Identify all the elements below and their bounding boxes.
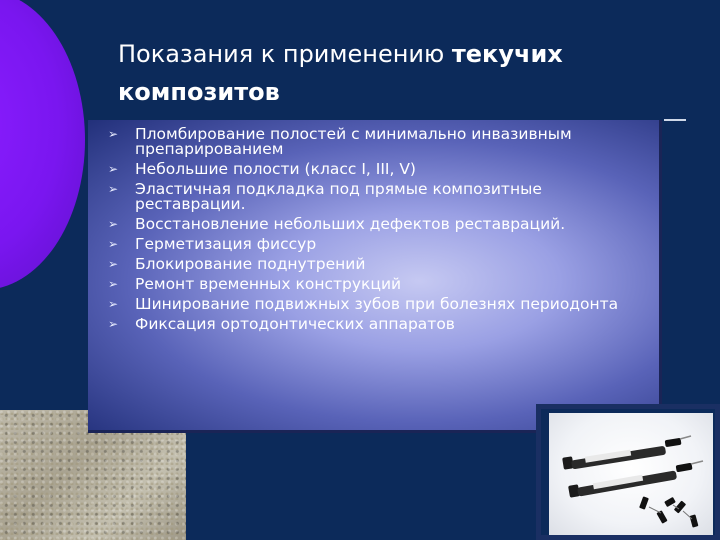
arrowhead-bullet-icon: ➢ <box>108 217 119 231</box>
list-item-text: Герметизация фиссур <box>135 235 317 253</box>
slide-title <box>118 35 678 111</box>
decorative-purple-circle <box>0 0 85 290</box>
syringe-tips <box>639 496 698 527</box>
list-item <box>108 237 653 252</box>
list-item <box>108 277 653 292</box>
list-item-text: Блокирование поднутрений <box>135 255 366 273</box>
arrowhead-bullet-icon: ➢ <box>108 182 119 196</box>
arrowhead-bullet-icon: ➢ <box>108 277 119 291</box>
list-item <box>108 317 653 332</box>
list-item <box>108 257 653 272</box>
syringes-illustration <box>549 413 713 535</box>
arrowhead-bullet-icon: ➢ <box>108 127 119 141</box>
syringes-photo <box>536 404 720 540</box>
upper-syringe <box>562 436 691 470</box>
list-item-text: Фиксация ортодонтических аппаратов <box>135 315 455 333</box>
indications-list <box>108 127 653 337</box>
arrowhead-bullet-icon: ➢ <box>108 162 119 176</box>
title-part-1: Показания к применению <box>118 40 452 68</box>
photo-background <box>549 413 713 535</box>
list-item <box>108 297 653 312</box>
list-item-text: Шинирование подвижных зубов при болезнях периодонта <box>135 295 619 313</box>
list-item-text: Пломбирование полостей с минимально инвазивным препарированием <box>135 125 572 158</box>
list-item <box>108 162 653 177</box>
title-part-2: текучих <box>451 40 563 68</box>
list-item-text: Ремонт временных конструкций <box>135 275 402 293</box>
list-item <box>108 182 653 212</box>
list-item-text: Небольшие полости (класс I, III, V) <box>135 160 416 178</box>
list-item <box>108 217 653 232</box>
list-item <box>108 127 653 157</box>
list-item-text: Восстановление небольших дефектов реставраций. <box>135 215 566 233</box>
title-part-3: композитов <box>118 78 280 106</box>
arrowhead-bullet-icon: ➢ <box>108 317 119 331</box>
arrowhead-bullet-icon: ➢ <box>108 297 119 311</box>
arrowhead-bullet-icon: ➢ <box>108 237 119 251</box>
arrowhead-bullet-icon: ➢ <box>108 257 119 271</box>
title-underline <box>664 119 686 121</box>
list-item-text: Эластичная подкладка под прямые композитные реставрации. <box>135 180 542 213</box>
